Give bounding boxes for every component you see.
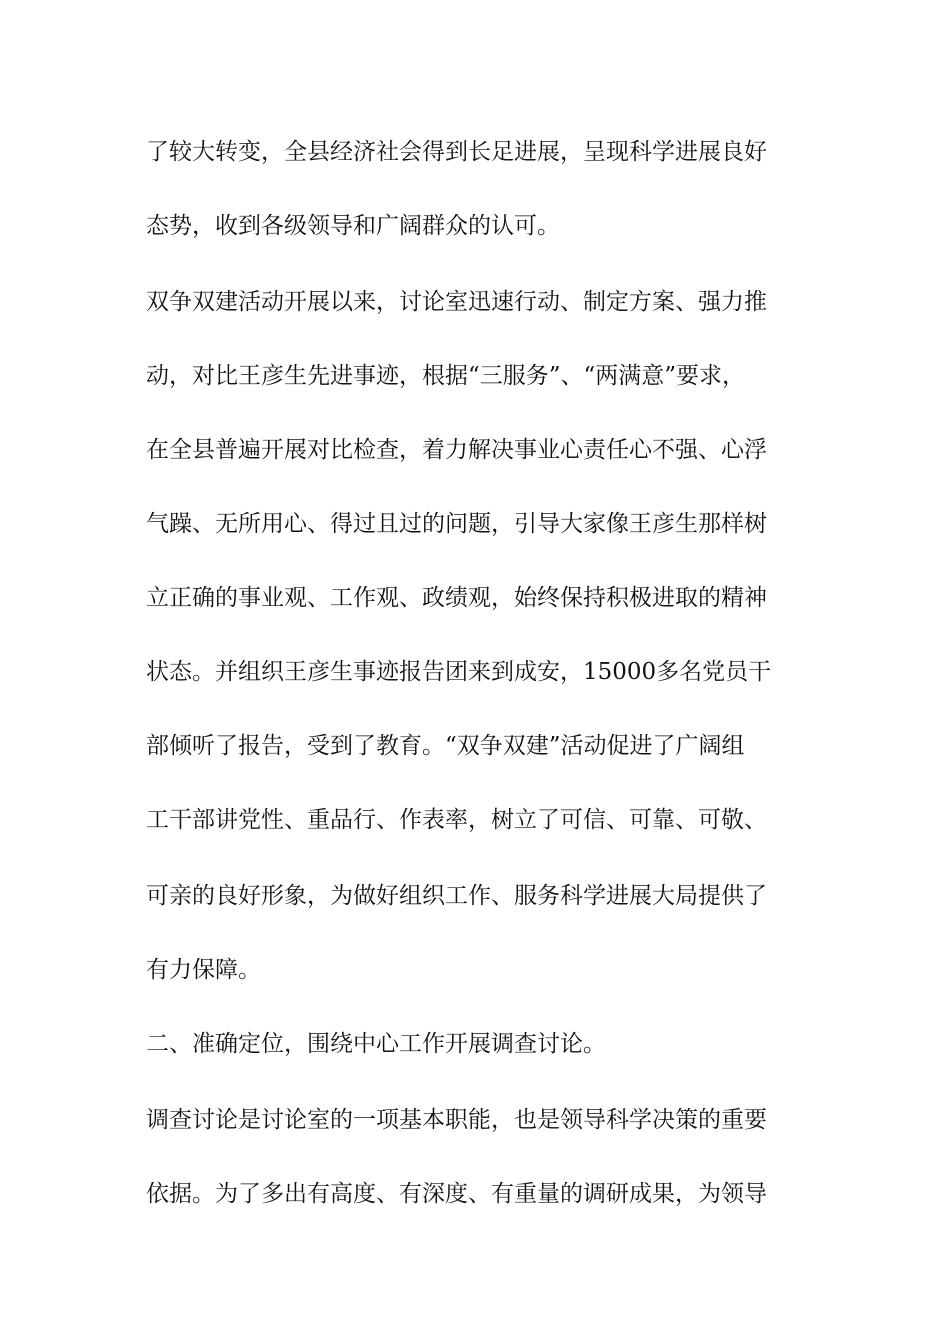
text-line: 依据。为了多出有高度、有深度、有重量的调研成果，为领导 [146, 1181, 767, 1207]
text-line: 有力保障。 [146, 957, 261, 983]
text-line: 部倾听了报告，受到了教育。“双争双建”活动促进了广阔组 [146, 733, 745, 759]
text-line: 在全县普遍开展对比检查，着力解决事业心责任心不强、心浮 [146, 437, 767, 463]
text-line: 双争双建活动开展以来，讨论室迅速行动、制定方案、强力推 [146, 289, 767, 315]
text-line: 动，对比王彦生先进事迹，根据“三服务”、“两满意”要求， [146, 363, 746, 389]
text-line: 立正确的事业观、工作观、政绩观，始终保持积极进取的精神 [146, 585, 767, 611]
section-heading: 二、准确定位，围绕中心工作开展调查讨论。 [146, 1031, 606, 1057]
text-line: 状态。并组织王彦生事迹报告团来到成安，15000多名党员干 [146, 659, 772, 685]
text-line: 气躁、无所用心、得过且过的问题，引导大家像王彦生那样树 [146, 511, 767, 537]
text-line: 态势，收到各级领导和广阔群众的认可。 [146, 213, 560, 239]
text-line: 了较大转变，全县经济社会得到长足进展，呈现科学进展良好 [146, 139, 767, 165]
text-line: 可亲的良好形象，为做好组织工作、服务科学进展大局提供了 [146, 883, 767, 909]
text-line: 工干部讲党性、重品行、作表率，树立了可信、可靠、可敬、 [146, 807, 767, 833]
text-line: 调查讨论是讨论室的一项基本职能，也是领导科学决策的重要 [146, 1107, 767, 1133]
